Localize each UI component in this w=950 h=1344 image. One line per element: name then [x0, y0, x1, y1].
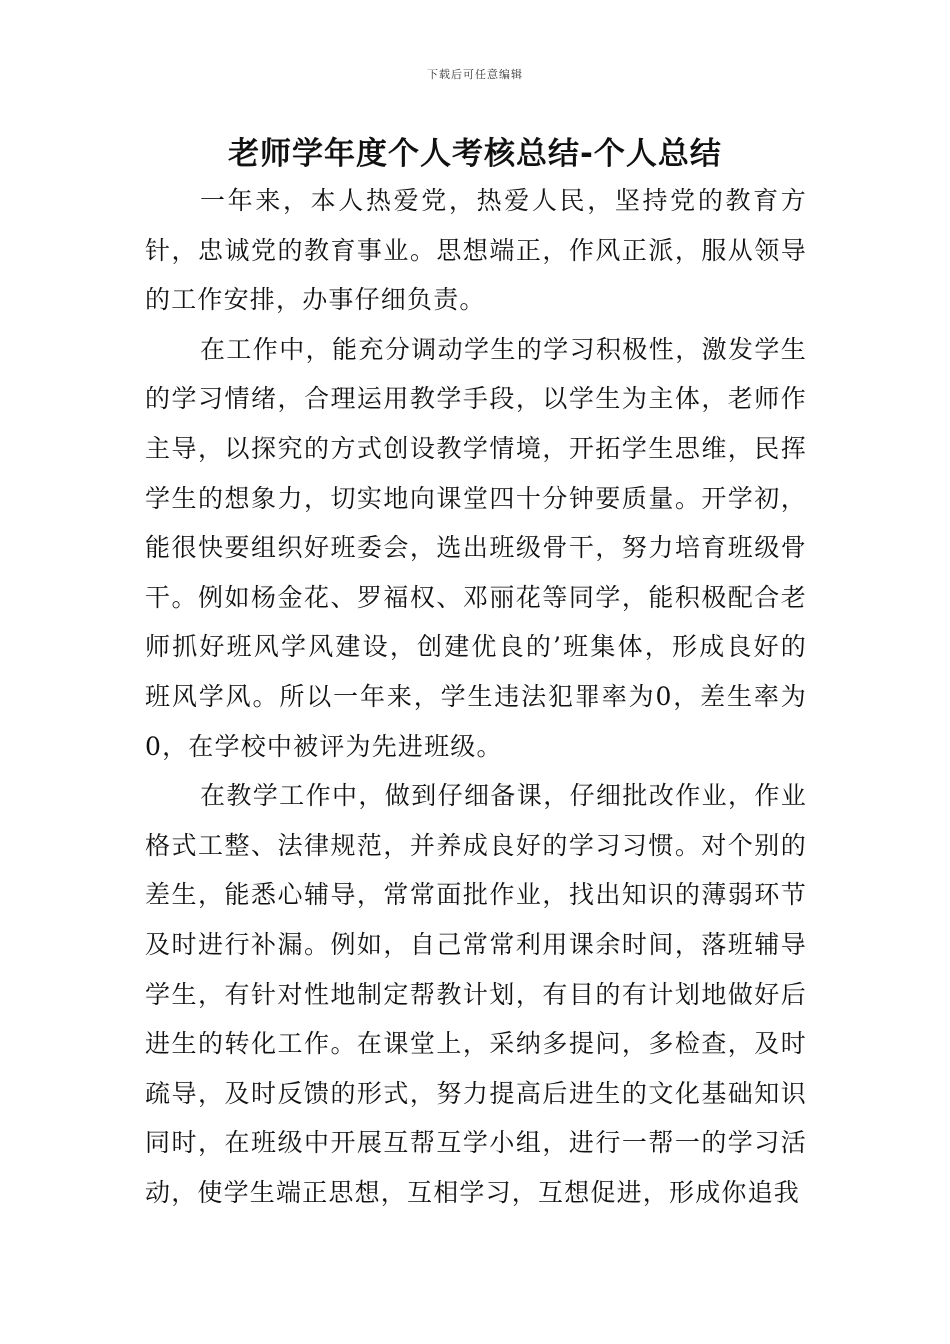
header-note: 下载后可任意编辑	[427, 68, 523, 81]
paragraph: 在教学工作中，做到仔细备课，仔细批改作业，作业格式工整、法律规范，并养成良好的学习习惯。对个别的差生，能悉心辅导，常常面批作业，找出知识的薄弱环节及时进行补漏。例如，自己常常利用课余时间，落班辅导学生，有针对性地制定帮教计划，有目的有计划地做好后进生的转化工作。在课堂上，采纳多提问，多检查，及时疏导，及时反馈的形式，努力提高后进生的文化基础知识同时，在班级中开展互帮互学小组，进行一帮一的学习活动，使学生端正思想，互相学习，互想促进，形成你追我	[145, 781, 807, 1207]
document-body	[145, 176, 807, 1217]
document-title: 老师学年度个人考核总结-个人总结	[228, 136, 722, 172]
paragraph: 在工作中，能充分调动学生的学习积极性，激发学生的学习情绪，合理运用教学手段，以学生为主体，老师作主导，以探究的方式创设教学情境，开拓学生思维，民挥学生的想象力，切实地向课堂四十分钟要质量。开学初，能很快要组织好班委会，选出班级骨干，努力培育班级骨干。例如杨金花、罗福权、邓丽花等同学，能积极配合老师抓好班风学风建设，创建优良的’班集体，形成良好的班风学风。所以一年来，学生违法犯罪率为0，差生率为0，在学校中被评为先进班级。	[145, 334, 807, 761]
paragraph: 一年来，本人热爱党，热爱人民，坚持党的教育方针，忠诚党的教育事业。思想端正，作风正派，服从领导的工作安排，办事仔细负责。	[145, 186, 807, 315]
